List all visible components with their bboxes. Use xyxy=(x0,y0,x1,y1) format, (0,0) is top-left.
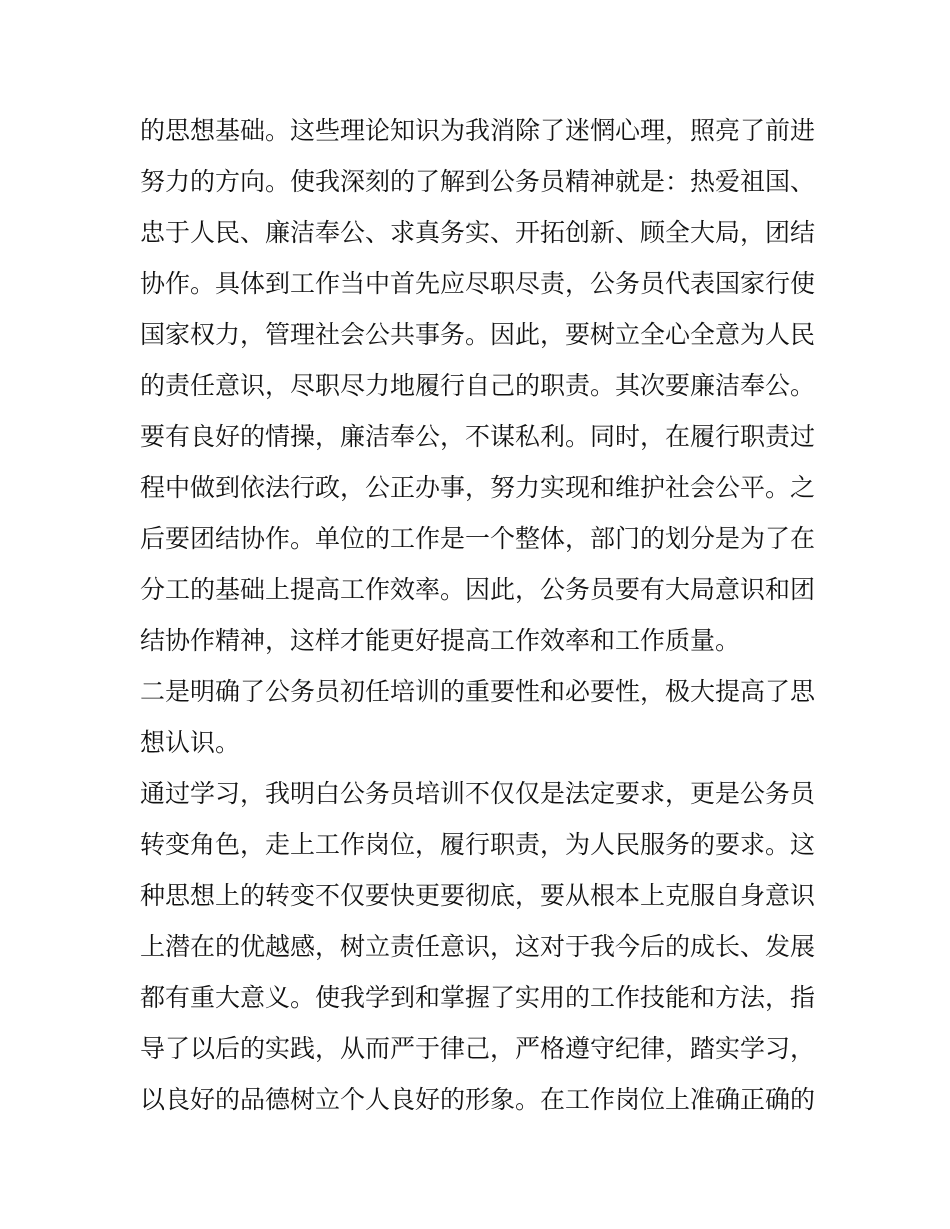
paragraph-learning-outcomes xyxy=(140,768,816,1125)
text-line: 想认识。 xyxy=(140,728,241,757)
paragraph-ideological-foundation xyxy=(140,105,816,666)
text-line: 二是明确了公务员初任培训的重要性和必要性，极大提高了思 xyxy=(140,677,816,706)
text-line: 努力的方向。使我深刻的了解到公务员精神就是：热爱祖国、 xyxy=(140,167,816,196)
text-line: 的责任意识，尽职尽力地履行自己的职责。其次要廉洁奉公。 xyxy=(140,371,816,400)
text-line: 种思想上的转变不仅要快更要彻底，要从根本上克服自身意识 xyxy=(140,881,816,910)
text-line: 国家权力，管理社会公共事务。因此，要树立全心全意为人民 xyxy=(140,320,816,349)
text-line: 程中做到依法行政，公正办事，努力实现和维护社会公平。之 xyxy=(140,473,816,502)
text-line: 后要团结协作。单位的工作是一个整体，部门的划分是为了在 xyxy=(140,524,816,553)
document-body xyxy=(140,105,816,1125)
text-line: 要有良好的情操，廉洁奉公，不谋私利。同时，在履行职责过 xyxy=(140,422,816,451)
text-line: 上潜在的优越感，树立责任意识，这对于我今后的成长、发展 xyxy=(140,932,816,961)
paragraph-training-importance xyxy=(140,666,816,768)
text-line: 的思想基础。这些理论知识为我消除了迷惘心理，照亮了前进 xyxy=(140,116,816,145)
text-line: 结协作精神，这样才能更好提高工作效率和工作质量。 xyxy=(140,626,741,655)
text-line: 协作。具体到工作当中首先应尽职尽责，公务员代表国家行使 xyxy=(140,269,816,298)
text-line: 忠于人民、廉洁奉公、求真务实、开拓创新、顾全大局，团结 xyxy=(140,218,816,247)
text-line: 以良好的品德树立个人良好的形象。在工作岗位上准确正确的 xyxy=(140,1085,816,1114)
text-line: 分工的基础上提高工作效率。因此，公务员要有大局意识和团 xyxy=(140,575,816,604)
text-line: 导了以后的实践，从而严于律己，严格遵守纪律，踏实学习， xyxy=(140,1034,816,1063)
text-line: 都有重大意义。使我学到和掌握了实用的工作技能和方法，指 xyxy=(140,983,816,1012)
text-line: 转变角色，走上工作岗位，履行职责，为人民服务的要求。这 xyxy=(140,830,816,859)
text-line: 通过学习，我明白公务员培训不仅仅是法定要求，更是公务员 xyxy=(140,779,816,808)
